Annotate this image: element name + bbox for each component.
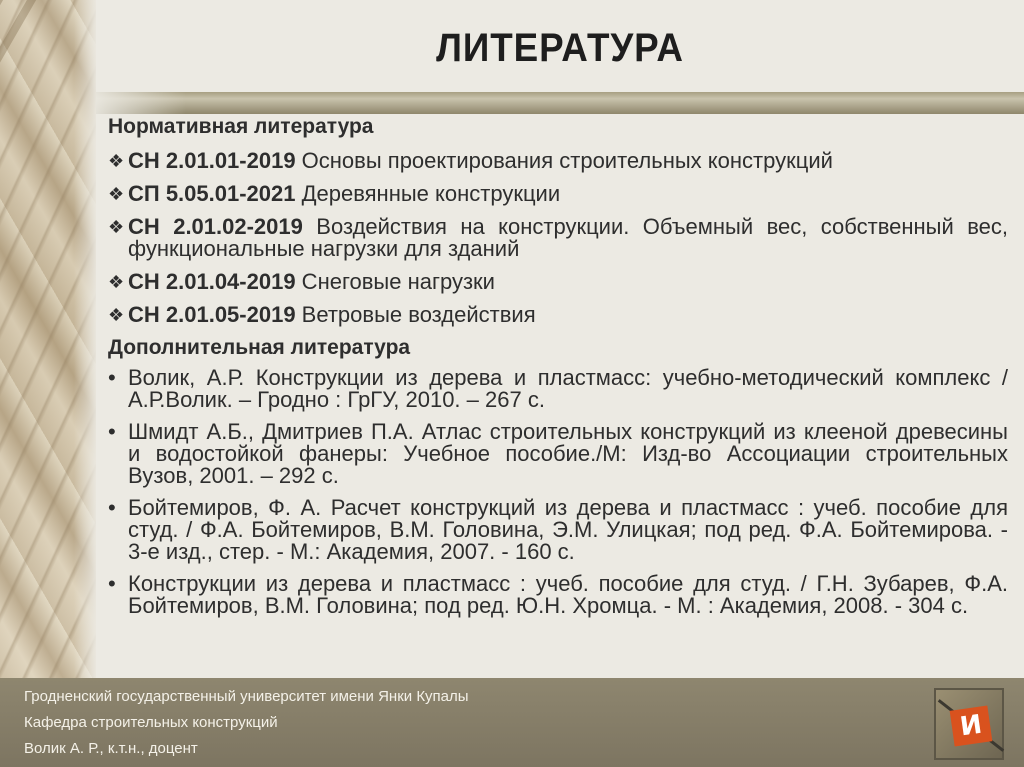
normative-heading: Нормативная литература xyxy=(108,115,374,138)
standard-code: СН 2.01.05-2019 xyxy=(128,302,296,327)
standard-code: СН 2.01.04-2019 xyxy=(128,269,296,294)
round-bullet-icon: • xyxy=(108,365,116,390)
reference-item xyxy=(108,421,1008,487)
diamond-bullet-icon: ❖ xyxy=(108,151,125,171)
standard-title: Воздействия на конструкции. Объемный вес, собственный вес, функциональные нагрузки для зданий xyxy=(128,214,1008,261)
additional-heading: Дополнительная литература xyxy=(108,336,411,359)
reference-text: Волик, А.Р. Конструкции из дерева и пластмасс: учебно-методический комплекс / А.Р.Волик. – Гродно : ГрГУ, 2010. – 267 с. xyxy=(128,365,1008,412)
logo-symbol: И xyxy=(950,706,993,747)
standard-title: Деревянные конструкции xyxy=(295,181,561,206)
round-bullet-icon: • xyxy=(108,571,116,596)
standard-code: СН 2.01.02-2019 xyxy=(128,214,303,239)
reference-text: Шмидт А.Б., Дмитриев П.А. Атлас строительных конструкций из клееной древесины и водостойкой фанеры: Учебное пособие./М: Изд-во Ассоциации строительных Вузов, 2001. – 292 с. xyxy=(128,419,1008,488)
standard-code: СН 2.01.01-2019 xyxy=(128,148,296,173)
footer-department: Кафедра строительных конструкций xyxy=(24,714,278,731)
normative-item xyxy=(108,150,1008,172)
reference-item xyxy=(108,497,1008,563)
diamond-bullet-icon: ❖ xyxy=(108,272,125,292)
university-logo-icon xyxy=(934,688,1004,760)
decorative-side-panel xyxy=(0,0,96,678)
diamond-bullet-icon: ❖ xyxy=(108,305,125,325)
literature-content xyxy=(108,114,1008,627)
standard-code: СП 5.05.01-2021 xyxy=(128,181,296,206)
diamond-bullet-icon: ❖ xyxy=(108,217,125,237)
reference-text: Бойтемиров, Ф. А. Расчет конструкций из дерева и пластмасс : учеб. пособие для студ. / Ф.А. Бойтемиров, В.М. Головина, Э.М. Улицкая; под ред. Ф.А. Бойтемирова. - 3-е изд., стер. - М.: Академия, 2007. - 160 с. xyxy=(128,495,1008,564)
reference-item xyxy=(108,573,1008,617)
diamond-bullet-icon: ❖ xyxy=(108,184,125,204)
standard-title: Основы проектирования строительных конструкций xyxy=(295,148,833,173)
reference-text: Конструкции из дерева и пластмасс : учеб. пособие для студ. / Г.Н. Зубарев, Ф.А. Бойтемиров, В.М. Головина; под ред. Ю.Н. Хромца. - М. : Академия, 2008. - 304 с. xyxy=(128,571,1008,618)
standard-title: Снеговые нагрузки xyxy=(295,269,495,294)
footer-university: Гродненский государственный университет имени Янки Купалы xyxy=(24,688,469,705)
round-bullet-icon: • xyxy=(108,495,116,520)
normative-item xyxy=(108,304,1008,326)
normative-item xyxy=(108,271,1008,293)
normative-item xyxy=(108,216,1008,260)
page-title: ЛИТЕРАТУРА xyxy=(436,26,684,70)
footer-author: Волик А. Р., к.т.н., доцент xyxy=(24,740,198,757)
reference-item xyxy=(108,367,1008,411)
title-divider xyxy=(96,92,1024,114)
standard-title: Ветровые воздействия xyxy=(295,302,536,327)
normative-item xyxy=(108,183,1008,205)
footer-bar xyxy=(0,678,1024,767)
round-bullet-icon: • xyxy=(108,419,116,444)
